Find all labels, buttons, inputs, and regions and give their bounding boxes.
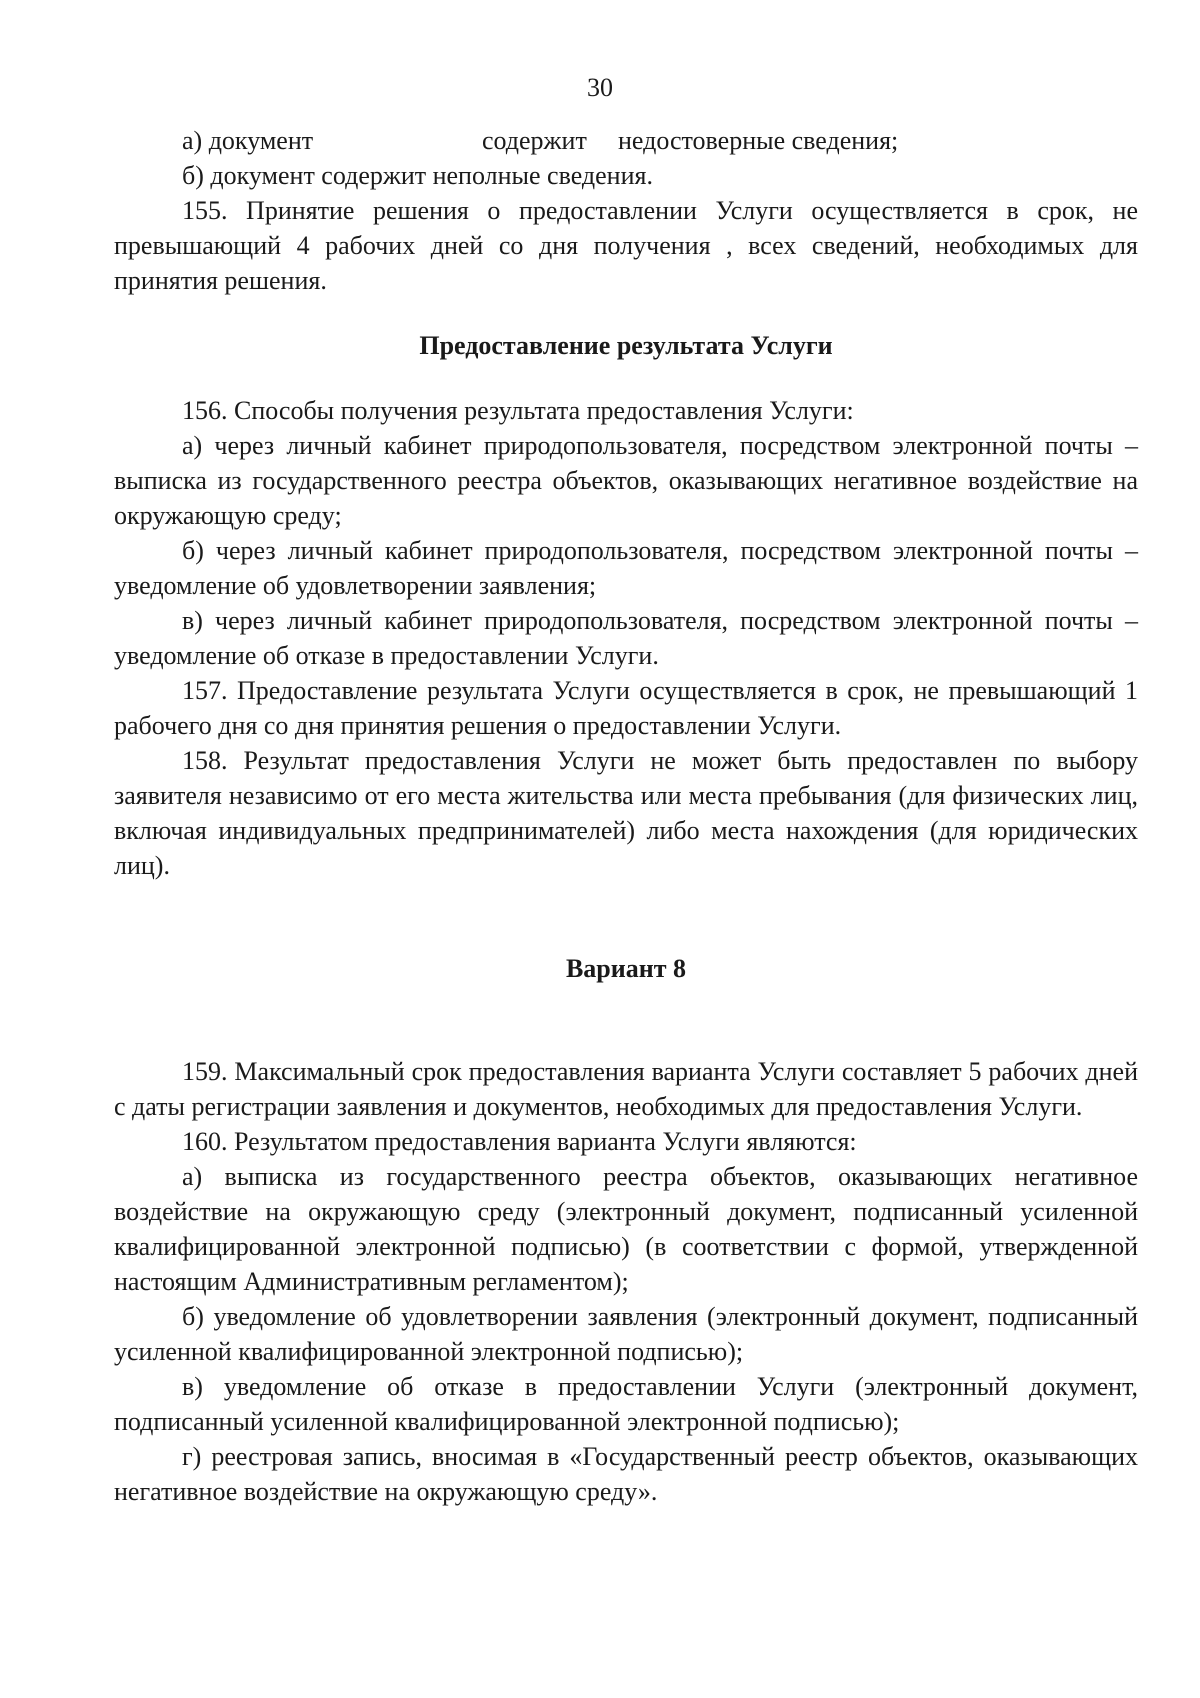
item-a-word: содержит — [482, 126, 587, 155]
paragraph-156: 156. Способы получения результата предоставления Услуги: — [182, 396, 854, 425]
section-heading-result: Предоставление результата Услуги — [419, 331, 833, 360]
paragraph-156-b: б) через личный кабинет природопользователя, посредством электронной почты – уведомление об удовлетворении заявления; — [114, 536, 1138, 600]
item-b: б) документ содержит неполные сведения. — [182, 161, 653, 190]
item-a-line — [182, 123, 1138, 158]
paragraph-155: 155. Принятие решения о предоставлении Услуги осуществляется в срок, не превышающий 4 рабочих дней со дня получения , всех сведений, необходимых для принятия решения. — [114, 196, 1138, 295]
paragraph-156-c: в) через личный кабинет природопользователя, посредством электронной почты – уведомление об отказе в предоставлении Услуги. — [114, 606, 1138, 670]
paragraph-157: 157. Предоставление результата Услуги осуществляется в срок, не превышающий 1 рабочего дня со дня принятия решения о предоставлении Услуги. — [114, 676, 1138, 740]
paragraph-159: 159. Максимальный срок предоставления варианта Услуги составляет 5 рабочих дней с даты регистрации заявления и документов, необходимых для предоставления Услуги. — [114, 1057, 1138, 1121]
document-body — [114, 123, 1138, 1509]
paragraph-160-d: г) реестровая запись, вносимая в «Государственный реестр объектов, оказывающих негативное воздействие на окружающую среду». — [114, 1442, 1138, 1506]
page-number: 30 — [587, 73, 613, 102]
paragraph-160: 160. Результатом предоставления варианта Услуги являются: — [182, 1127, 857, 1156]
paragraph-158: 158. Результат предоставления Услуги не может быть предоставлен по выбору заявителя независимо от его места жительства или места пребывания (для физических лиц, включая индивидуальных предпринимателей) либо места нахождения (для юридических лиц). — [114, 746, 1138, 880]
paragraph-160-b: б) уведомление об удовлетворении заявления (электронный документ, подписанный усиленной квалифицированной электронной подписью); — [114, 1302, 1138, 1366]
item-a-label: а) документ — [182, 126, 314, 155]
section-heading-variant-8: Вариант 8 — [565, 954, 687, 983]
item-a-rest: недостоверные сведения; — [618, 126, 899, 155]
paragraph-160-c: в) уведомление об отказе в предоставлении Услуги (электронный документ, подписанный усиленной квалифицированной электронной подписью); — [114, 1372, 1138, 1436]
paragraph-160-a: а) выписка из государственного реестра объектов, оказывающих негативное воздействие на окружающую среду (электронный документ, подписанный усиленной квалифицированной электронной подписью) (в соответствии с формой, утвержденной настоящим Административным регламентом); — [114, 1162, 1138, 1296]
paragraph-156-a: а) через личный кабинет природопользователя, посредством электронной почты – выписка из государственного реестра объектов, оказывающих негативное воздействие на окружающую среду; — [114, 431, 1138, 530]
